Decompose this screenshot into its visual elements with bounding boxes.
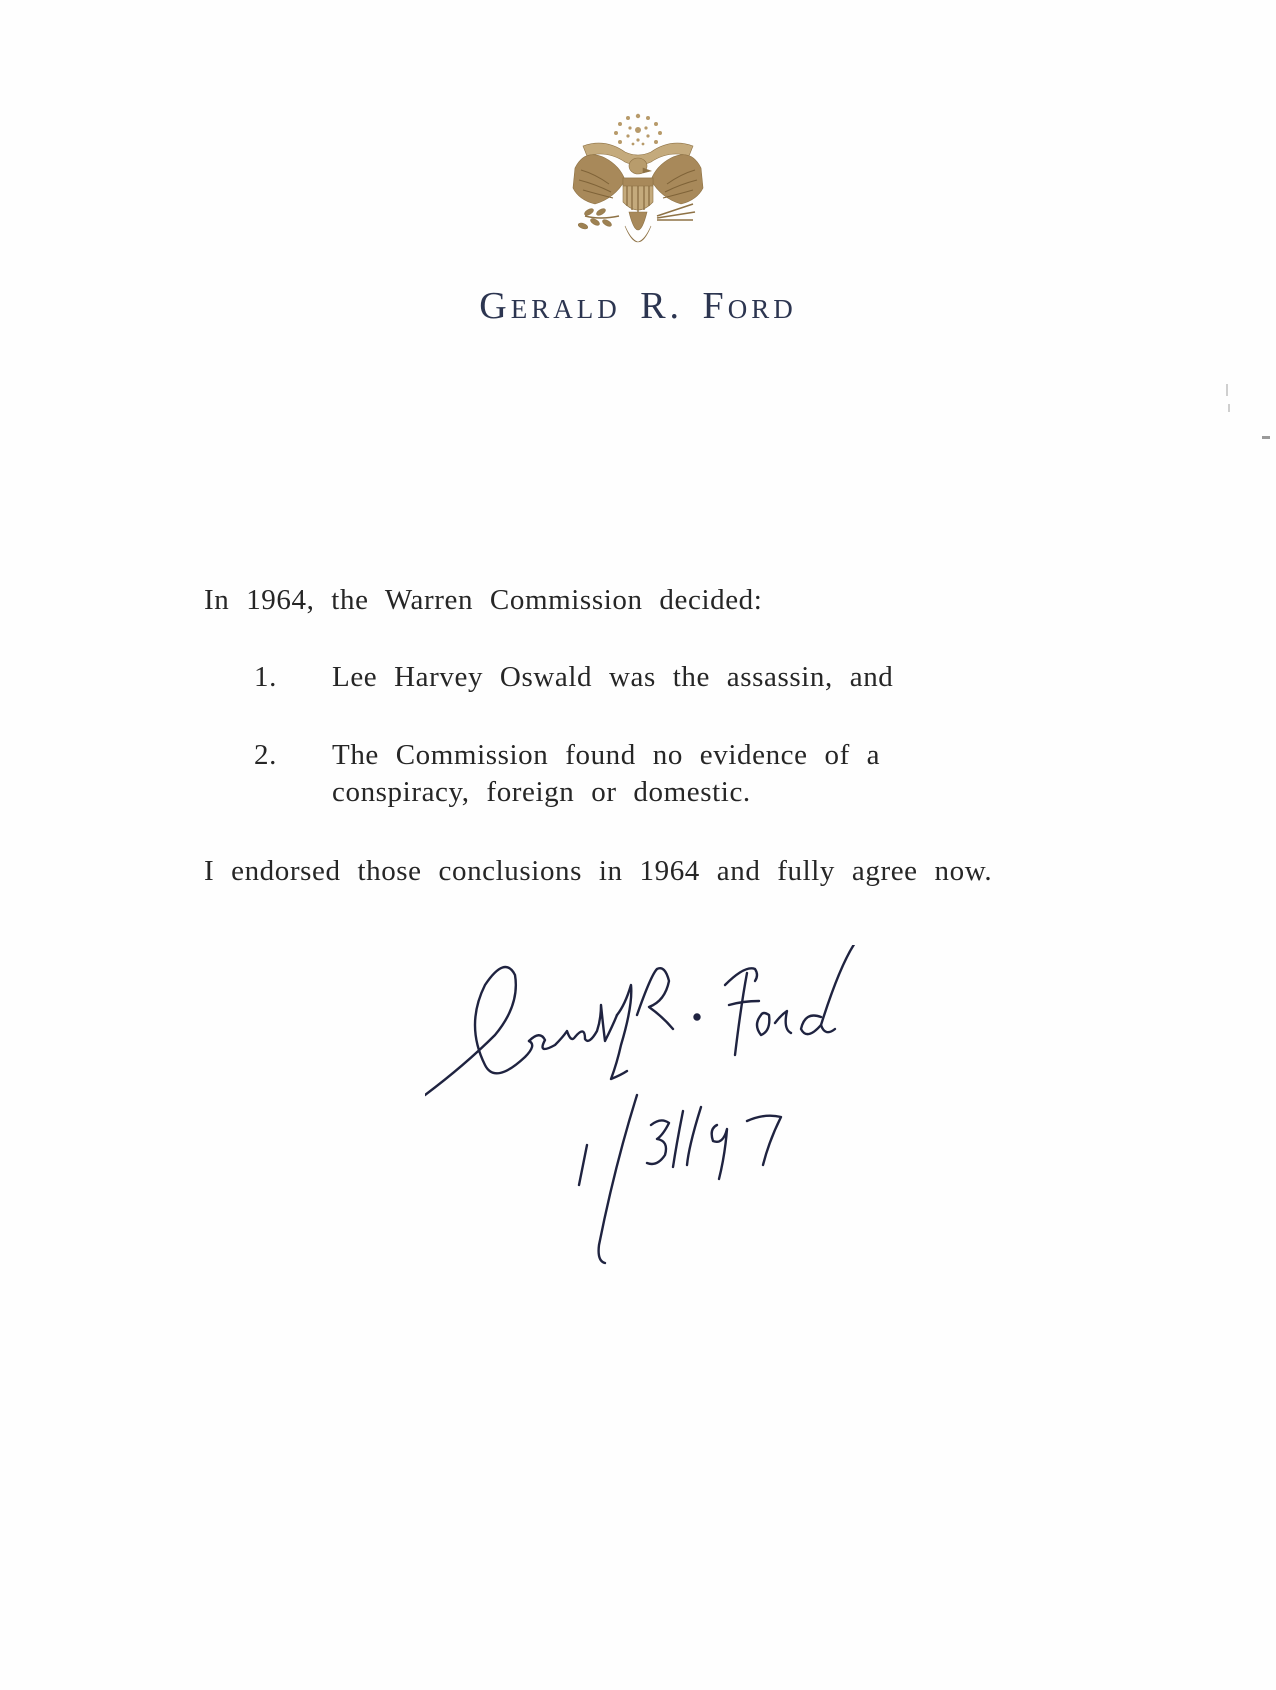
intro-paragraph: In 1964, the Warren Commission decided:	[204, 584, 763, 616]
letterhead-name: Gerald R. Ford	[479, 285, 797, 327]
list-item-number: 1.	[254, 661, 277, 693]
presidential-seal-icon	[565, 108, 711, 258]
handwritten-signature	[425, 945, 945, 1275]
scan-speck	[1228, 404, 1230, 412]
scan-speck	[1226, 384, 1228, 396]
closing-paragraph: I endorsed those conclusions in 1964 and fully agree now.	[204, 855, 993, 887]
seal-glory	[614, 114, 662, 146]
list-item-number: 2.	[254, 739, 277, 771]
list-item-text: Lee Harvey Oswald was the assassin, and	[332, 661, 894, 693]
list-item-text: The Commission found no evidence of a conspiracy, foreign or domestic.	[332, 739, 881, 808]
scan-speck	[1262, 436, 1270, 439]
